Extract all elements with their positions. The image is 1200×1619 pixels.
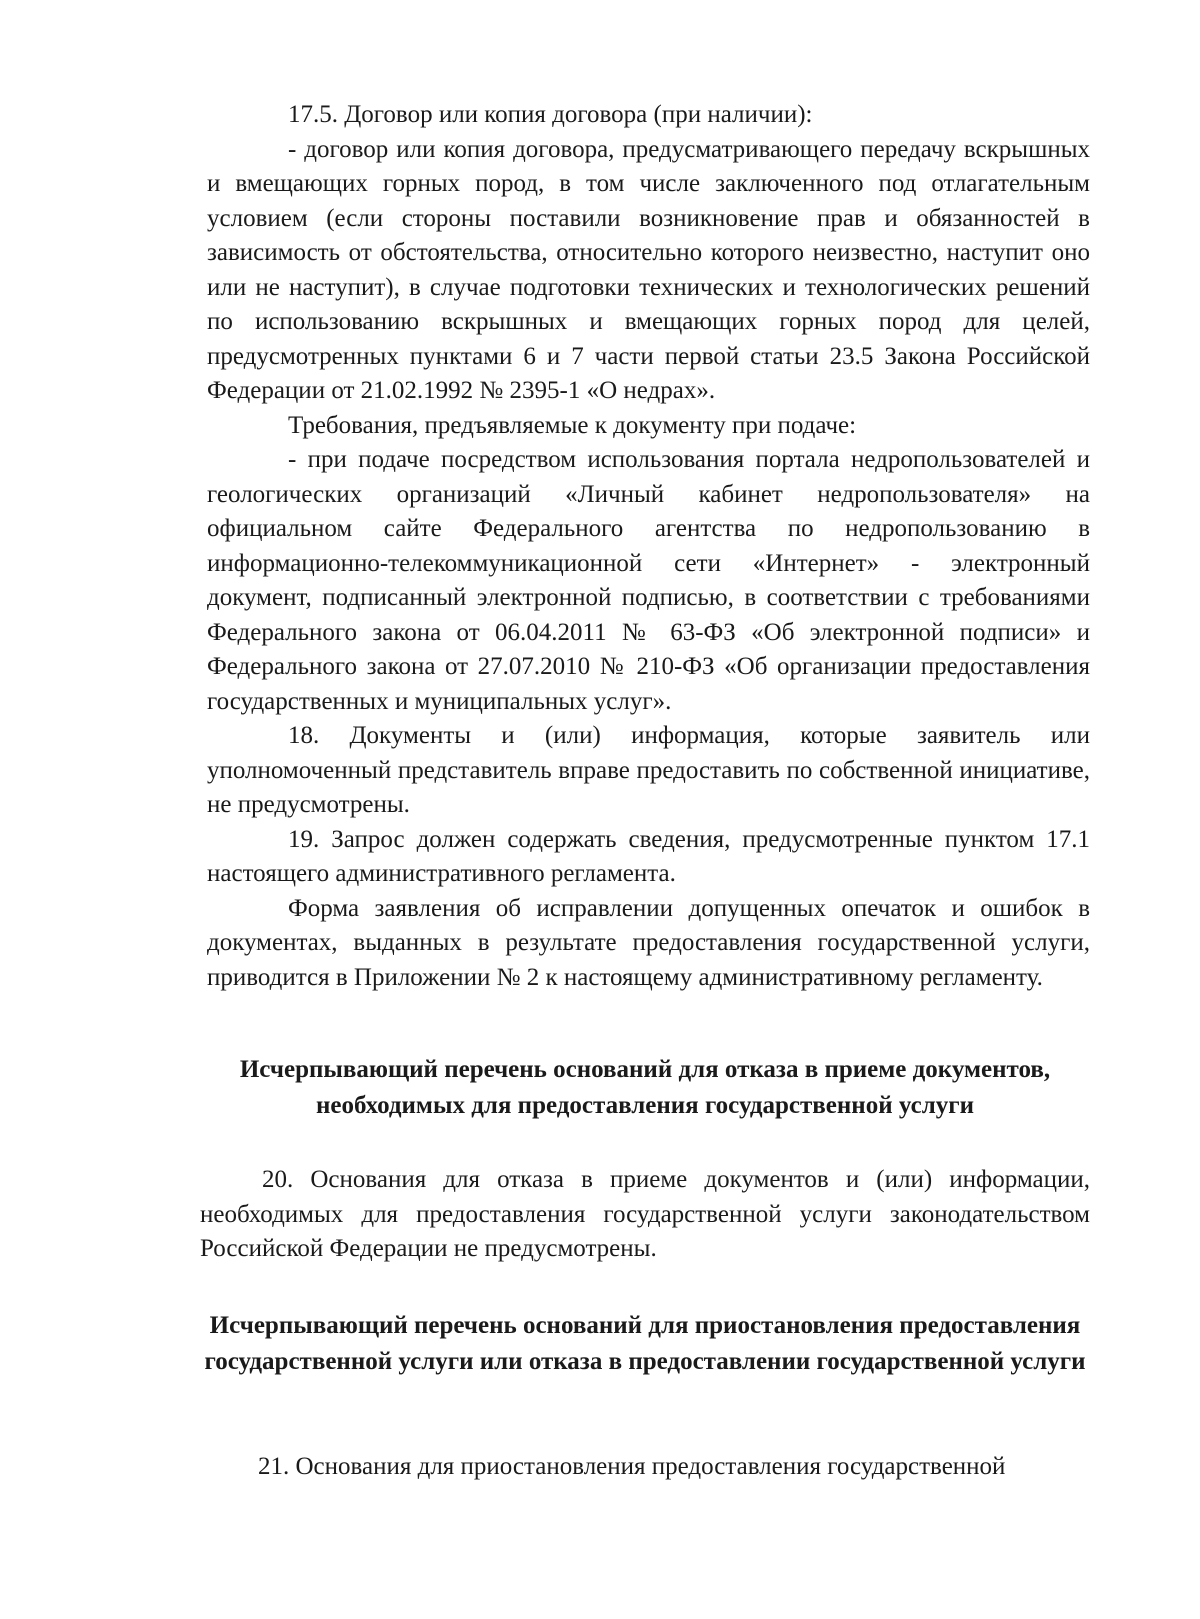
paragraph-20: 20. Основания для отказа в приеме документов и (или) информации, необходимых для предоставления государственной услуги законодательством Российской Федерации не предусмотрены. (200, 1166, 1090, 1262)
paragraph-requirements: Требования, предъявляемые к документу при подаче: (288, 411, 857, 439)
section-heading-suspension-grounds: Исчерпывающий перечень оснований для приостановления предоставления государственной услуги или отказа в предоставлении государственной услуги (204, 1312, 1086, 1375)
paragraph-contract-item: - договор или копия договора, предусматривающего передачу вскрышных и вмещающих горных пород, в том числе заключенного под отлагательным условием (если стороны поставили возникновение прав и обязанностей в зависимость от обстоятельства, относительно которого неизвестно, наступит оно или не наступит), в случае подготовки технических и технологических решений по использованию вскрышных и вмещающих горных пород для целей, предусмотренных пунктами 6 и 7 части первой статьи 23.5 Закона Российской Федерации от 21.02.1992 № 2395-1 «О недрах». (207, 135, 1090, 404)
body-text-section-21 (200, 1450, 1090, 1485)
paragraph-application-form: Форма заявления об исправлении допущенных опечаток и ошибок в документах, выданных в результате предоставления государственной услуги, приводится в Приложении № 2 к настоящему административному регламенту. (207, 894, 1090, 991)
paragraph-21: 21. Основания для приостановления предоставления государственной (258, 1453, 1006, 1480)
section-heading-refusal-grounds: Исчерпывающий перечень оснований для отказа в приеме документов, необходимых для предоставления государственной услуги (239, 1056, 1051, 1119)
paragraph-submission-portal: - при подаче посредством использования портала недропользователей и геологических организаций «Личный кабинет недропользователя» на официальном сайте Федерального агентства по недропользованию в информационно-телекоммуникационной сети «Интернет» - электронный документ, подписанный электронной подписью, в соответствии с требованиями Федерального закона от 06.04.2011 № 63-ФЗ «Об электронной подписи» и Федерального закона от 27.07.2010 № 210-ФЗ «Об организации предоставления государственных и муниципальных услуг». (207, 446, 1090, 715)
body-text-section-20 (200, 1163, 1090, 1267)
body-text-section (207, 98, 1090, 995)
paragraph-19: 19. Запрос должен содержать сведения, предусмотренные пунктом 17.1 настоящего административного регламента. (207, 825, 1090, 887)
paragraph-18: 18. Документы и (или) информация, которые заявитель или уполномоченный представитель вправе предоставить по собственной инициативе, не предусмотрены. (207, 722, 1090, 818)
paragraph-17-5: 17.5. Договор или копия договора (при наличии): (288, 101, 813, 128)
